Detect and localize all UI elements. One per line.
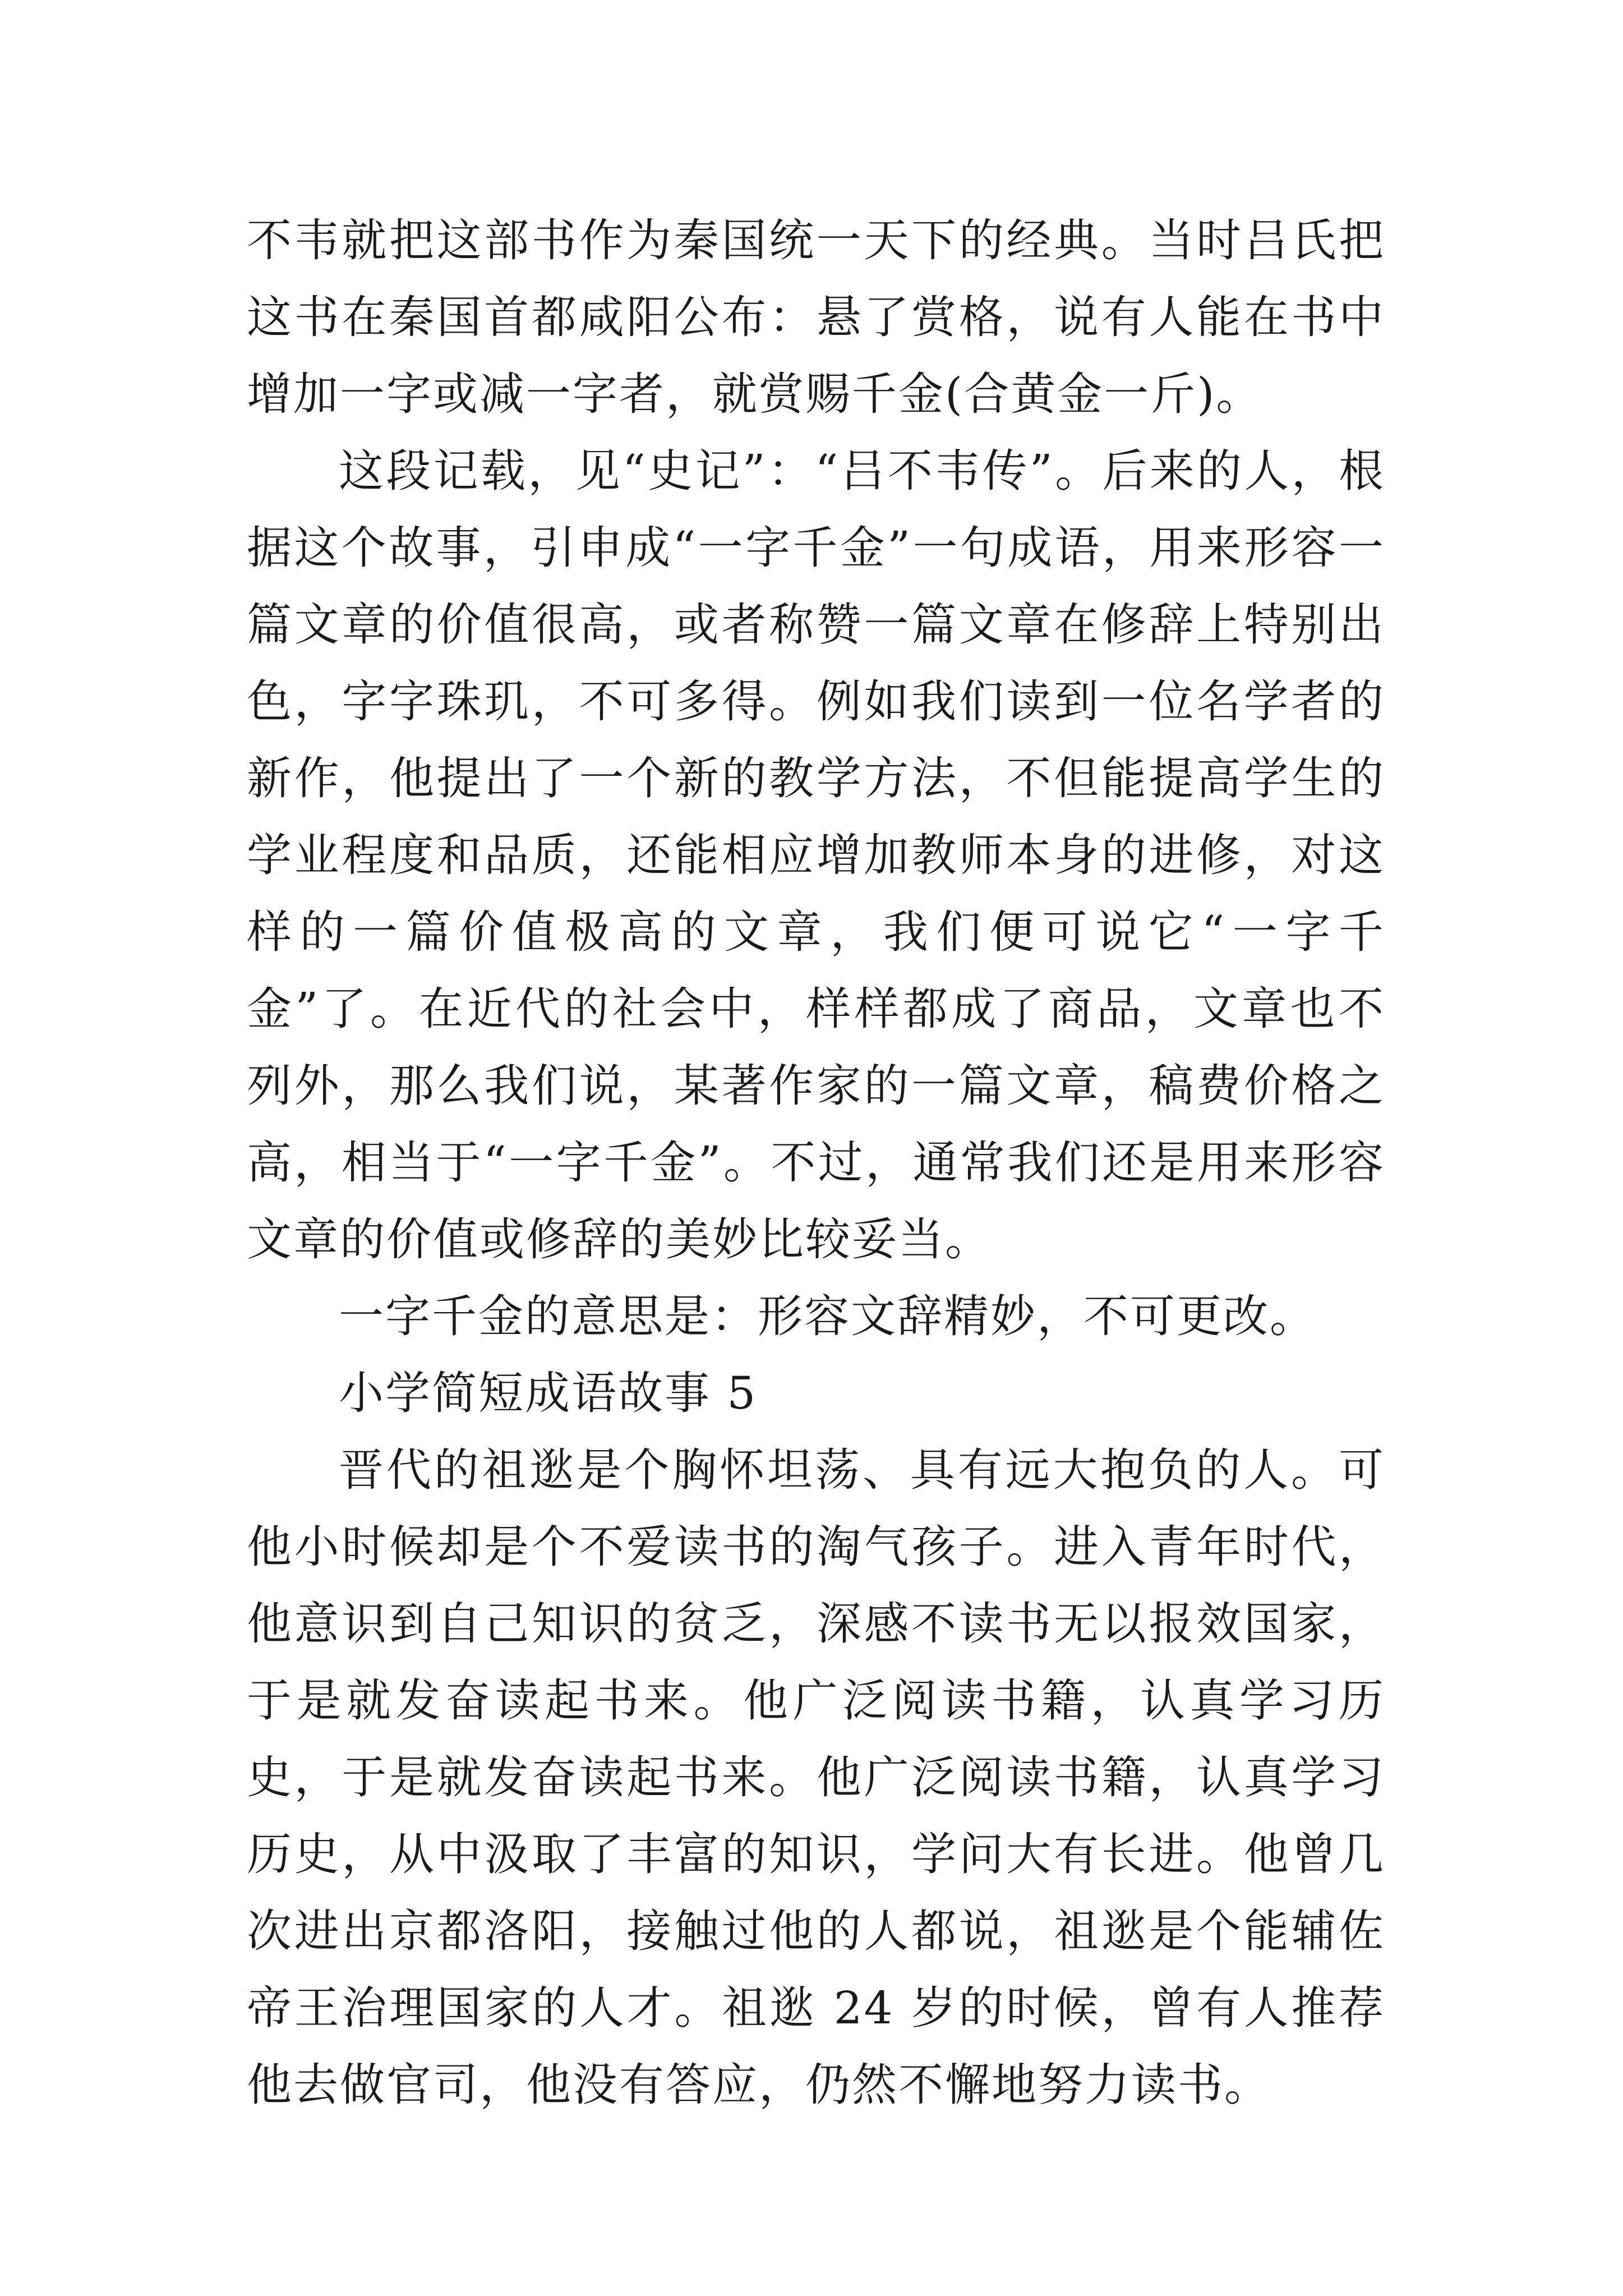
paragraph-continuation: 不韦就把这部书作为秦国统一天下的经典。当时吕氏把这书在秦国首都咸阳公布：悬了赏格，说有人能在书中增加一字或减一字者，就赏赐千金(合黄金一斤)。 [247,214,1385,420]
paragraph-idiom-meaning: 一字千金的意思是：形容文辞精妙，不可更改。 [339,1290,1316,1342]
paragraph-shiji-record: 这段记载，见“史记”：“吕不韦传”。后来的人，根据这个故事，引申成“一字千金”一句成语，用来形容一篇文章的价值很高，或者称赞一篇文章在修辞上特别出色，字字珠玑，不可多得。例如我们读到一位名学者的新作，他提出了一个新的教学方法，不但能提高学生的学业程度和品质，还能相应增加教师本身的进修，对这样的一篇价值极高的文章，我们便可说它“一字千金”了。在近代的社会中，样样都成了商品，文章也不列外，那么我们说，某著作家的一篇文章，稿费价格之高，相当于“一字千金”。不过，通常我们还是用来形容文章的价值或修辞的美妙比较妥当。 [247,445,1385,1266]
paragraph-zuti-story: 晋代的祖逖是个胸怀坦荡、具有远大抱负的人。可他小时候却是个不爱读书的淘气孩子。进入青年时代，他意识到自己知识的贫乏，深感不读书无以报效国家，于是就发奋读起书来。他广泛阅读书籍，认真学习历史，于是就发奋读起书来。他广泛阅读书籍，认真学习历史，从中汲取了丰富的知识，学问大有长进。他曾几次进出京都洛阳，接触过他的人都说，祖逖是个能辅佐帝王治理国家的人才。祖逖 24 岁的时候，曾有人推荐他去做官司，他没有答应，仍然不懈地努力读书。 [247,1444,1385,2111]
document-body [247,202,1385,2123]
section-heading: 小学简短成语故事 5 [339,1367,758,1419]
